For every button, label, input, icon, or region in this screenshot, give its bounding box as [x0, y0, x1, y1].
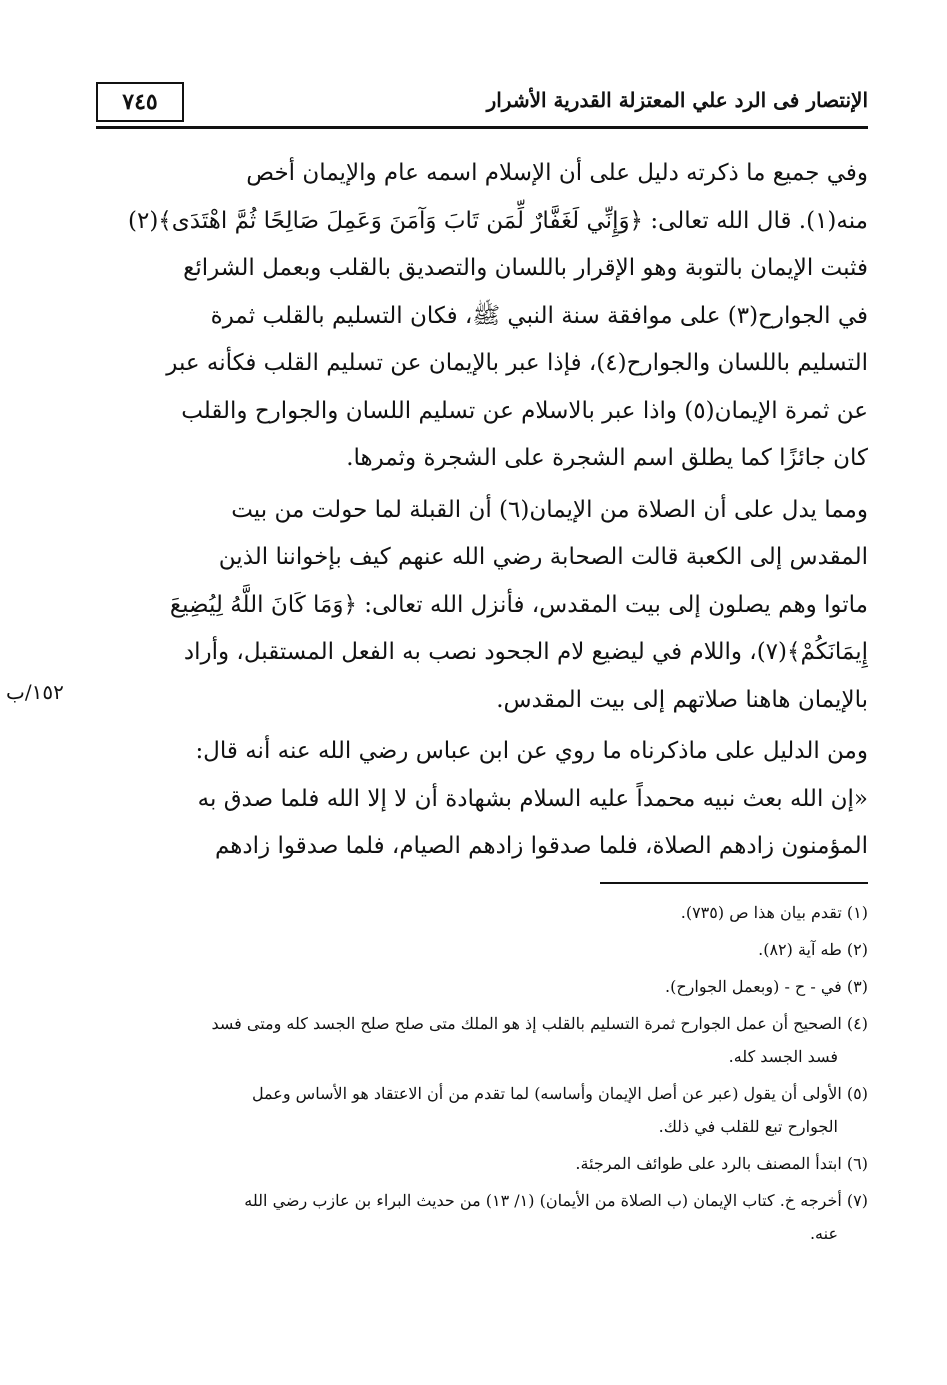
text-line: عن ثمرة الإيمان(٥) واذا عبر بالاسلام عن تسليم اللسان والجوارح والقلب	[181, 397, 868, 424]
running-title: الإنتصار فى الرد علي المعتزلة القدرية الأشرار	[486, 88, 868, 112]
paragraph-2	[96, 487, 868, 725]
page-header	[96, 82, 868, 132]
header-rule	[96, 126, 868, 129]
footnote-text: (٢) طه آية (٨٢).	[758, 940, 868, 959]
text-line: ومن الدليل على ماذكرناه ما روي عن ابن عباس رضي الله عنه أنه قال:	[195, 738, 868, 764]
text-line: المقدس إلى الكعبة قالت الصحابة رضي الله عنهم كيف بإخواننا الذين	[218, 544, 868, 570]
footnote-text: (٥) الأولى أن يقول (عبر عن أصل الإيمان وأساسه) لما تقدم من أن الاعتقاد هو الأساس وعمل	[251, 1084, 868, 1103]
footnote-1	[96, 896, 868, 929]
text-line: ومما يدل على أن الصلاة من الإيمان(٦) أن القبلة لما حولت من بيت	[231, 496, 868, 523]
footnote-continuation: عنه.	[809, 1224, 838, 1243]
footnote-separator	[600, 882, 868, 884]
paragraph-3	[96, 728, 868, 871]
main-text	[96, 150, 868, 871]
footnote-7	[96, 1184, 868, 1250]
footnote-text: (٣) في - ح - (وبعمل الجوارح).	[665, 977, 868, 996]
text-line: إِيمَانَكُمْ﴾(٧)، واللام في ليضيع لام الجحود نصب به الفعل المستقبل، وأراد	[183, 639, 868, 665]
footnote-continuation: فسد الجسد كله.	[728, 1047, 838, 1066]
text-line: بالإيمان هاهنا صلاتهم إلى بيت المقدس.	[496, 686, 868, 713]
footnote-text: (٤) الصحيح أن عمل الجوارح ثمرة التسليم بالقلب إذ هو الملك متى صلح صلح الجسد كله ومتى فسد	[211, 1014, 868, 1033]
text-line: وفي جميع ما ذكرته دليل على أن الإسلام اسمه عام والإيمان أخص	[246, 160, 868, 186]
paragraph-1	[96, 150, 868, 483]
footnote-5	[96, 1077, 868, 1143]
footnote-text: (٧) أخرجه خ. كتاب الإيمان (ب الصلاة من الأيمان) (١/ ١٣) من حديث البراء بن عازب رضي الله	[244, 1191, 868, 1210]
footnote-continuation: الجوارح تبع للقلب في ذلك.	[658, 1117, 838, 1136]
manuscript-folio-note: ١٥٢/ب	[6, 680, 64, 704]
text-line: كان جائزًا كما يطلق اسم الشجرة على الشجرة وثمرها.	[346, 445, 868, 471]
text-line: فثبت الإيمان بالتوبة وهو الإقرار باللسان والتصديق بالقلب وبعمل الشرائع	[183, 255, 868, 281]
footnote-4	[96, 1007, 868, 1073]
text-line: ماتوا وهم يصلون إلى بيت المقدس، فأنزل الله تعالى: ﴿وَمَا كَانَ اللَّهُ لِيُضِيعَ	[169, 591, 868, 618]
text-line: في الجوارح(٣) على موافقة سنة النبي ﷺ، فكان التسليم بالقلب ثمرة	[210, 302, 868, 329]
text-line: منه(١). قال الله تعالى: ﴿وَإِنِّي لَغَفَّارٌ لِّمَن تَابَ وَآمَنَ وَعَمِلَ صَالِحًا ثُمَّ اهْتَدَى﴾(٢)	[127, 207, 868, 234]
page-number: ٧٤٥	[96, 82, 184, 122]
text-line: المؤمنون زادهم الصلاة، فلما صدقوا زادهم الصيام، فلما صدقوا زادهم	[215, 833, 868, 859]
footnote-text: (١) تقدم بيان هذا ص (٧٣٥).	[680, 903, 868, 922]
footnote-2	[96, 933, 868, 966]
footnote-6	[96, 1147, 868, 1180]
footnote-text: (٦) ابتدأ المصنف بالرد على طوائف المرجئة.	[575, 1154, 868, 1173]
text-line: «إن الله بعث نبيه محمداً عليه السلام بشهادة أن لا إلا الله فلما صدق به	[197, 785, 868, 812]
text-line: التسليم باللسان والجوارح(٤)، فإذا عبر بالإيمان عن تسليم القلب فكأنه عبر	[166, 350, 868, 376]
footnote-3	[96, 970, 868, 1003]
footnotes	[96, 896, 868, 1254]
